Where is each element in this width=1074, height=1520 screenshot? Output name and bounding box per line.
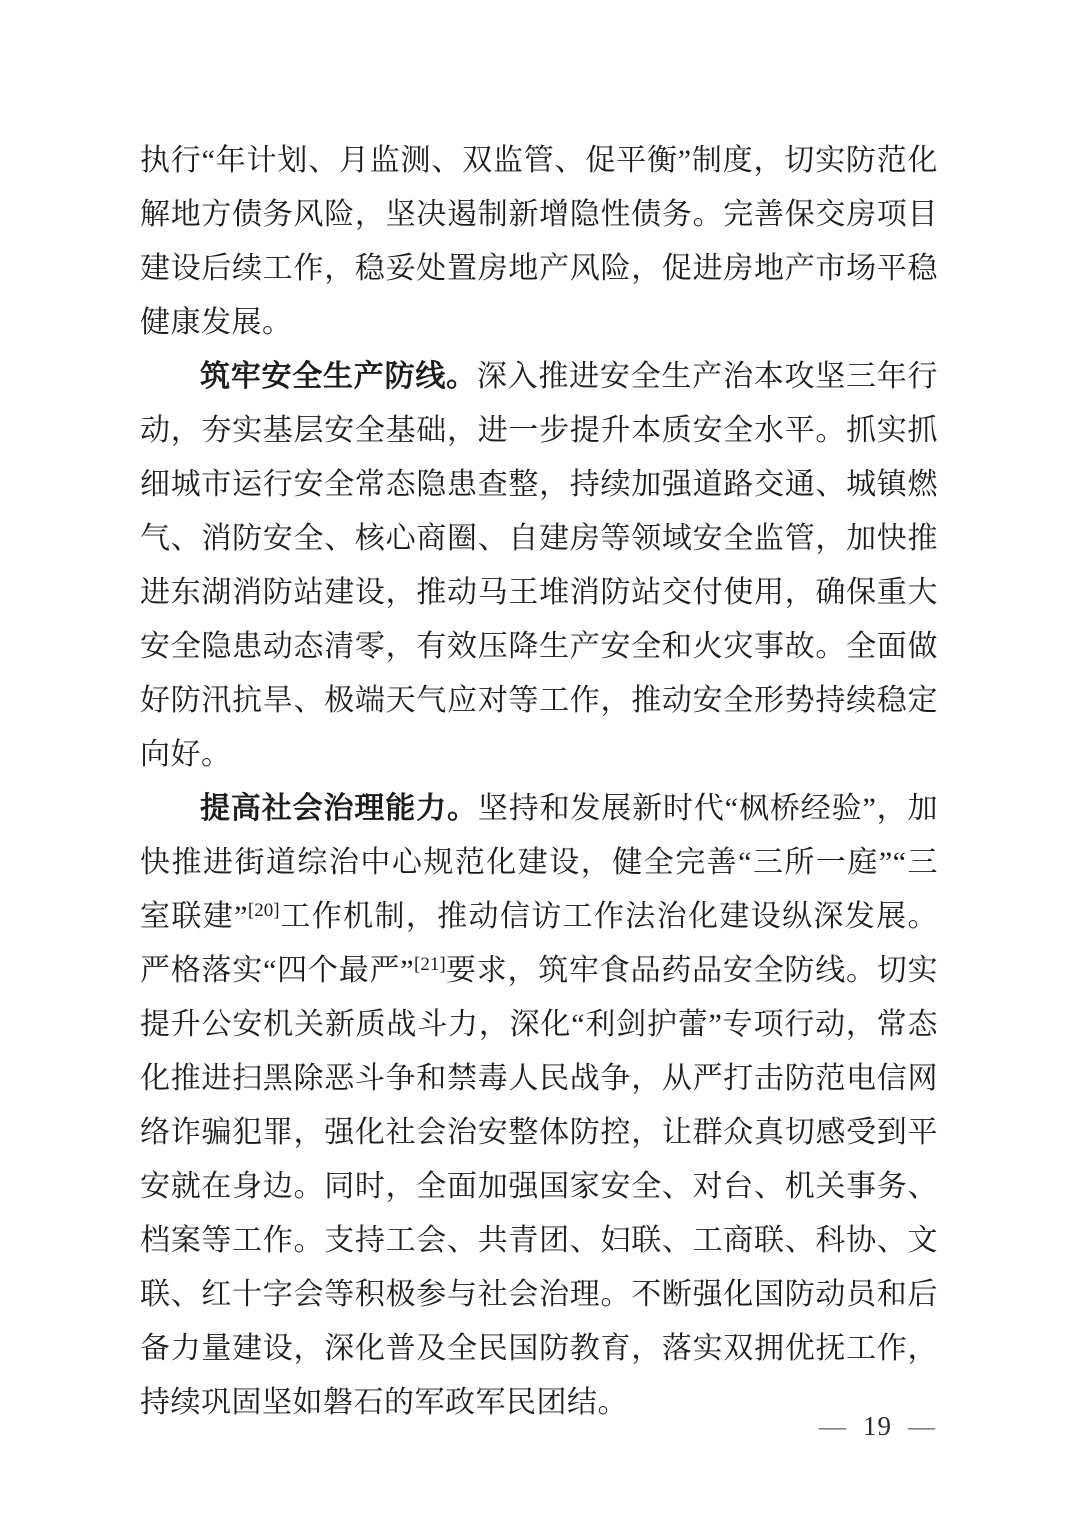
paragraph-text: 要求，筑牢食品药品安全防线。切实提升公安机关新质战斗力，深化“利剑护蕾”专项行动，常态化推进扫黑除恶斗争和禁毒人民战争，从严打击防范电信网络诈骗犯罪，强化社会治安整体防控，让群众真切感受到平安就在身边。同时，全面加强国家安全、对台、机关事务、档案等工作。支持工会、共青团、妇联、工商联、科协、文联、红十字会等积极参与社会治理。不断强化国防动员和后备力量建设，深化普及全民国防教育，落实双拥优抚工作，持续巩固坚如磐石的军政军民团结。 — [140, 954, 938, 1419]
paragraph-text: 工作机制，推动信访工作法治化建设纵深发展。严格落实“四个最严” — [140, 900, 938, 987]
paragraph-text: 深入推进安全生产治本攻坚三年行动，夯实基层安全基础，进一步提升本质安全水平。抓实抓细城市运行安全常态隐患查整，持续加强道路交通、城镇燃气、消防安全、核心商圈、自建房等领域安全监管，加快推进东湖消防站建设，推动马王堆消防站交付使用，确保重大安全隐患动态清零，有效压降生产安全和火灾事故。全面做好防汛抗旱、极端天气应对等工作，推动安全形势持续稳定向好。 — [140, 360, 939, 771]
page-number: 19 — [863, 1411, 892, 1441]
paragraph-lead: 筑牢安全生产防线。 — [200, 360, 477, 393]
page-body — [140, 134, 938, 1430]
paragraph-social-governance — [140, 782, 938, 1430]
paragraph-lead: 提高社会治理能力。 — [200, 792, 478, 825]
paragraph-text: 执行“年计划、月监测、双监管、促平衡”制度，切实防范化解地方债务风险，坚决遏制新增隐性债务。完善保交房项目建设后续工作，稳妥处置房地产风险，促进房地产市场平稳健康发展。 — [140, 144, 938, 339]
footnote-ref-21: [21] — [414, 954, 446, 975]
paragraph-continuation — [140, 134, 938, 350]
page-footer — [819, 1411, 936, 1442]
paragraph-text: 坚持和发展新时代“枫桥经验”，加快推进街道综治中心规范化建设，健全完善“三所一庭”“三室联建” — [140, 792, 938, 933]
footer-right-dash: — — [908, 1411, 936, 1441]
footnote-ref-20: [20] — [247, 900, 280, 921]
paragraph-safety-production — [140, 350, 938, 782]
footer-left-dash: — — [819, 1411, 847, 1441]
